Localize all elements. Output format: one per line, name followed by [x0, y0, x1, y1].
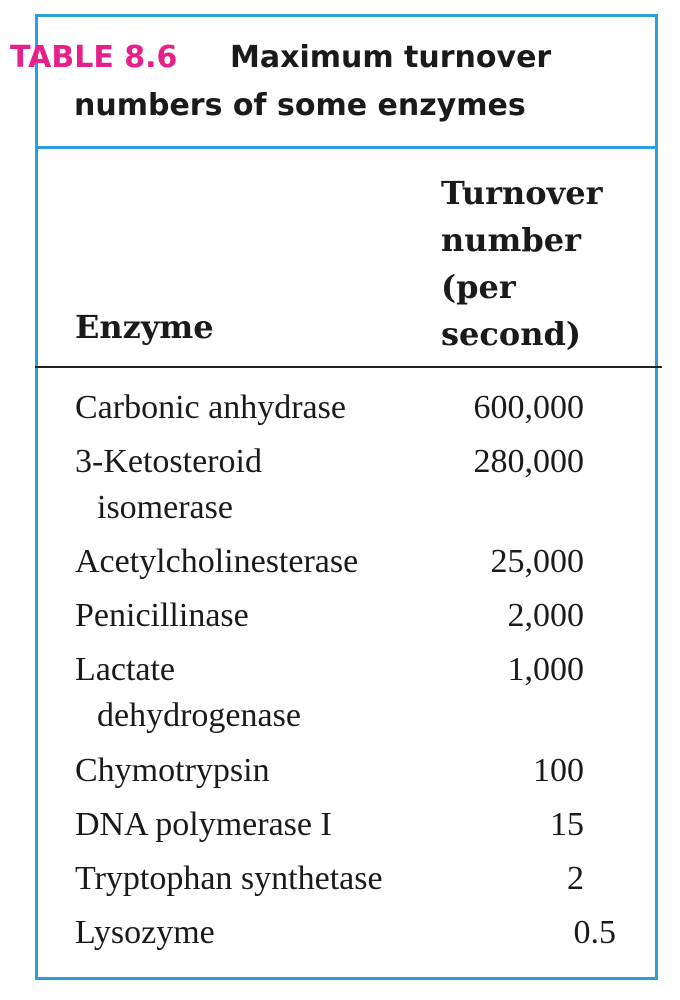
turnover-value: 0.5	[573, 914, 616, 951]
turnover-header-line: Turnover	[441, 174, 603, 212]
column-header-enzyme: Enzyme	[75, 308, 214, 346]
enzyme-name-line: Chymotrypsin	[75, 752, 270, 789]
turnover-header-line: number	[441, 221, 581, 259]
enzyme-name	[75, 539, 455, 585]
enzyme-name-line: Carbonic anhydrase	[75, 389, 346, 426]
enzyme-name	[75, 439, 455, 531]
turnover-value: 600,000	[473, 389, 584, 426]
enzyme-name-line: isomerase	[97, 489, 233, 526]
enzyme-name-line: 3-Ketosteroid	[75, 443, 262, 480]
table-title-line1: Maximum turnover	[230, 40, 552, 75]
turnover-value: 1,000	[507, 651, 584, 688]
enzyme-name	[75, 593, 455, 639]
enzyme-name-line: Penicillinase	[75, 597, 249, 634]
turnover-value: 25,000	[490, 543, 584, 580]
enzyme-name	[75, 856, 455, 902]
table-label: TABLE 8.6	[10, 40, 178, 75]
turnover-value: 280,000	[473, 443, 584, 480]
enzyme-name-line: Tryptophan synthetase	[75, 860, 383, 897]
enzyme-name-line: DNA polymerase I	[75, 806, 332, 843]
enzyme-name-line: Lysozyme	[75, 914, 215, 951]
enzyme-name	[75, 385, 455, 431]
enzyme-name	[75, 748, 455, 794]
turnover-value: 15	[550, 806, 584, 843]
turnover-header-line: (per	[441, 268, 516, 306]
turnover-value: 2,000	[507, 597, 584, 634]
turnover-header-line: second)	[441, 315, 581, 353]
enzyme-name	[75, 910, 455, 956]
enzyme-name	[75, 647, 455, 739]
table-title-line2: numbers of some enzymes	[74, 88, 526, 123]
turnover-value: 2	[567, 860, 584, 897]
header-rule	[35, 366, 662, 368]
column-header-turnover	[441, 170, 641, 358]
turnover-value: 100	[533, 752, 584, 789]
enzyme-name-line: dehydrogenase	[97, 697, 301, 734]
enzyme-name	[75, 802, 455, 848]
enzyme-name-line: Acetylcholinesterase	[75, 543, 359, 580]
enzyme-name-line: Lactate	[75, 651, 176, 688]
